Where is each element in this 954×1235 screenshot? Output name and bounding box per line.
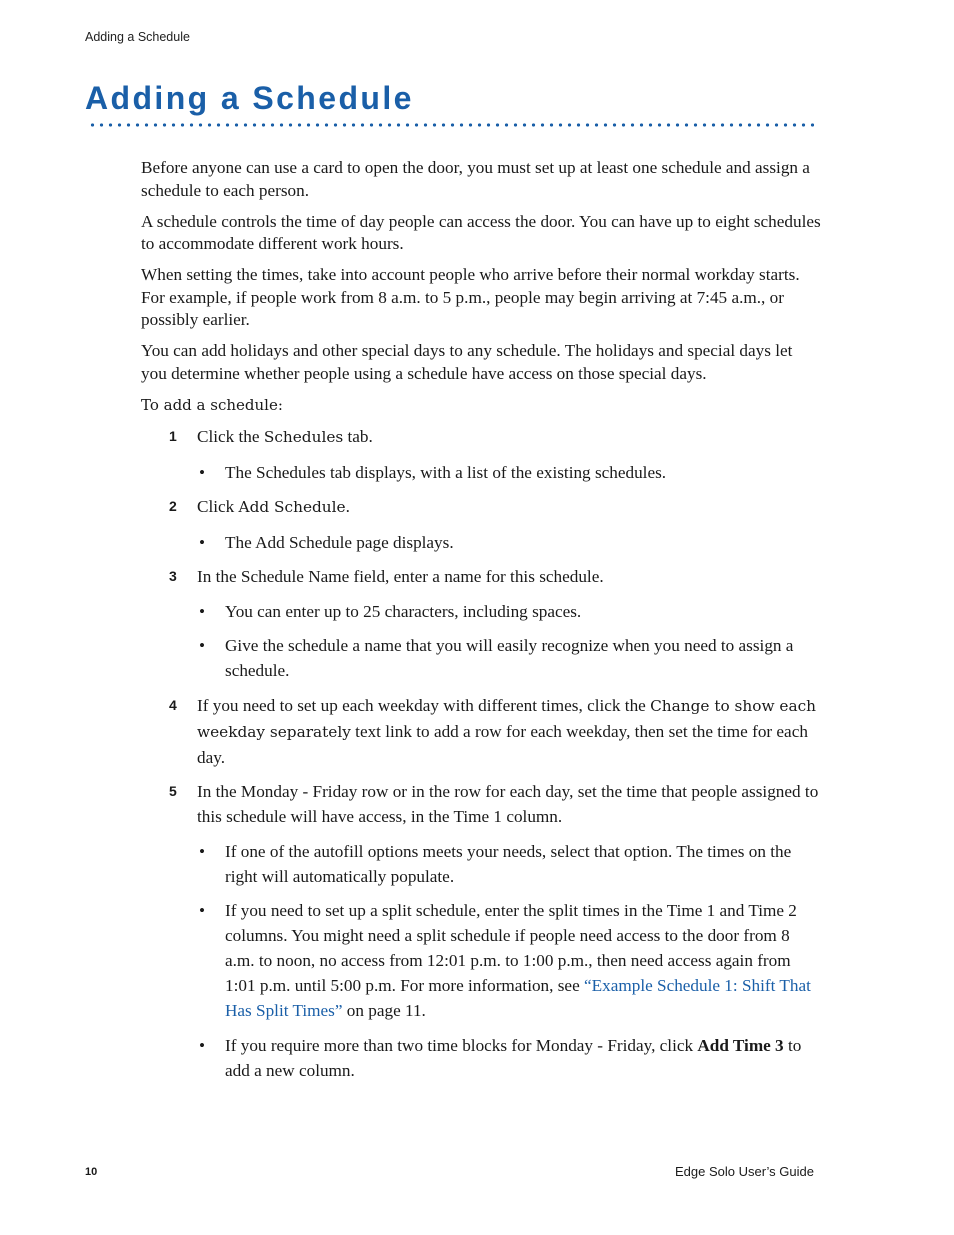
step-5-note: [141, 898, 821, 1023]
bullet-icon: •: [199, 901, 206, 920]
ui-term-change-weekday-link: Change to show each weekday separately: [197, 696, 817, 741]
bullet-text: If one of the autofill options meets your needs, select that option. The times on the right will automatically populate.: [225, 841, 792, 886]
step-text: Click the: [197, 427, 264, 446]
cross-reference-link[interactable]: “Example Schedule 1: Shift That Has Split Times”: [225, 976, 811, 1020]
bullet-text: You can enter up to 25 characters, including spaces.: [225, 601, 582, 621]
step-number: 2: [169, 498, 177, 514]
ui-term-add-time-3: Add Time 3: [697, 1035, 784, 1055]
bullet-icon: •: [199, 462, 206, 482]
step-number: 1: [169, 428, 177, 444]
step-1-result: [141, 460, 821, 485]
ui-term-add-schedule: Add Schedule: [238, 498, 346, 516]
step-3-note: [141, 633, 821, 683]
step-text: In the Monday - Friday row or in the row for each day, set the time that people assigned to this schedule will have access, in the Time 1 column.: [197, 782, 819, 826]
step-text: tab.: [343, 427, 373, 446]
step-5-note: [141, 1033, 821, 1083]
running-header: Adding a Schedule: [85, 30, 190, 44]
bullet-text: If you require more than two time blocks for Monday - Friday, click: [225, 1035, 698, 1055]
title-dotted-rule: [88, 122, 814, 128]
page-number: 10: [85, 1166, 98, 1178]
step-1: [141, 424, 821, 450]
step-text: .: [345, 497, 350, 516]
page-title: Adding a Schedule: [85, 80, 414, 116]
footer-guide-title: Edge Solo User’s Guide: [675, 1164, 814, 1179]
bullet-icon: •: [199, 841, 206, 861]
main-content: [141, 157, 821, 1092]
bullet-icon: •: [199, 601, 206, 621]
bullet-text: The Schedules tab displays, with a list of the existing schedules.: [225, 462, 667, 482]
step-5: [141, 779, 821, 829]
bullet-icon: •: [199, 532, 206, 552]
step-number: 5: [169, 783, 177, 799]
ui-term-schedules-tab: Schedules: [263, 428, 344, 446]
step-2: [141, 494, 821, 520]
bullet-text: on page 11.: [342, 1001, 426, 1020]
intro-paragraph: Before anyone can use a card to open the door, you must set up at least one schedule and assign a schedule to each person.: [141, 158, 810, 200]
step-text: Click: [197, 497, 239, 516]
intro-paragraph: When setting the times, take into account people who arrive before their normal workday starts. For example, if people work from 8 a.m. to 5 p.m., people may begin arriving at 7:45 a.m., or possibly earlier.: [141, 265, 800, 329]
bullet-icon: •: [199, 1035, 206, 1055]
step-3-note: [141, 599, 821, 624]
bullet-text: If you need to set up a split schedule, enter the split times in the Time 1 and Time 2 columns. You might need a split schedule if people need access to the door from 8 a.m. to noon, no access from 12:01 p.m. to 1:00 p.m., then need access again from 1:01 p.m. until 5:00 p.m. For more information, see: [225, 901, 797, 995]
procedure-heading: To add a schedule:: [141, 395, 283, 414]
step-text: In the Schedule Name field, enter a name for this schedule.: [197, 567, 604, 586]
bullet-icon: •: [199, 636, 206, 655]
step-3: [141, 564, 821, 589]
bullet-text: to add a new column.: [225, 1035, 802, 1080]
step-text: If you need to set up each weekday with different times, click the: [197, 695, 651, 715]
intro-paragraph: You can add holidays and other special days to any schedule. The holidays and special days let you determine whether people using a schedule have access on those special days.: [141, 341, 793, 383]
step-text: text link to add a row for each weekday, then set the time for each day.: [197, 721, 808, 767]
step-number: 4: [169, 696, 177, 713]
intro-paragraph: A schedule controls the time of day people can access the door. You can have up to eight schedules to accommodate different work hours.: [141, 211, 821, 253]
step-number: 3: [169, 568, 177, 584]
bullet-text: The Add Schedule page displays.: [225, 532, 454, 552]
step-2-result: [141, 530, 821, 555]
step-5-note: [141, 839, 821, 889]
step-4: [141, 693, 821, 770]
bullet-text: Give the schedule a name that you will easily recognize when you need to assign a schedule.: [225, 636, 794, 680]
